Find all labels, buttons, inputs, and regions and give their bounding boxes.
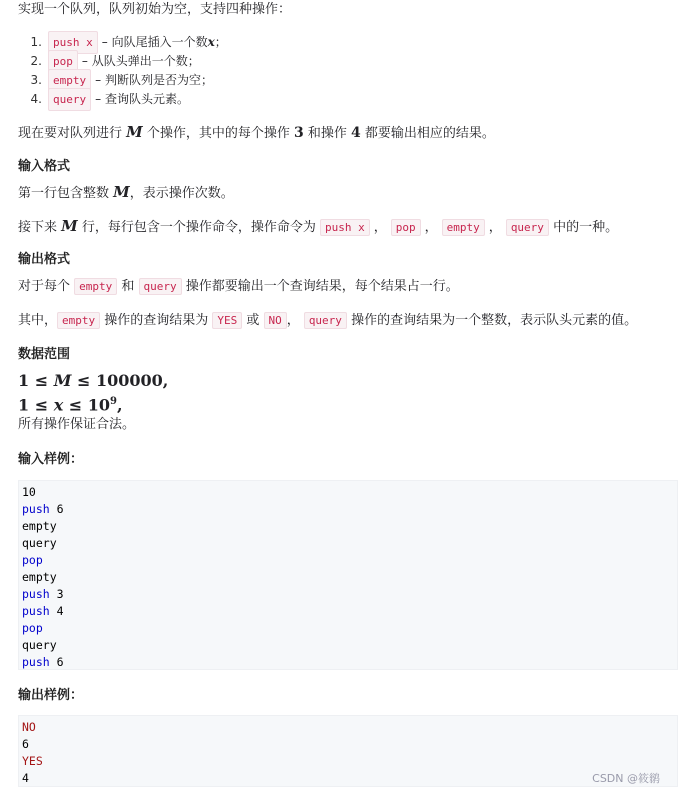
code-line: NO bbox=[22, 720, 36, 734]
math-text: 1 ≤ bbox=[18, 395, 54, 415]
code-line: YES bbox=[22, 754, 43, 768]
math-number: 3 bbox=[294, 125, 304, 141]
text: ， bbox=[488, 220, 502, 235]
heading-sample-input: 输入样例： bbox=[18, 452, 84, 467]
paragraph-operations bbox=[18, 122, 495, 144]
code-line: push 3 bbox=[22, 587, 64, 601]
inline-code: pop bbox=[48, 50, 78, 73]
code-line: query bbox=[22, 638, 57, 652]
inline-code: empty bbox=[48, 69, 91, 92]
inline-code: query bbox=[48, 88, 91, 111]
text: 对于每个 bbox=[18, 279, 75, 294]
text: ， bbox=[286, 313, 300, 328]
text: 其中， bbox=[18, 313, 58, 328]
item-number: 2. bbox=[30, 54, 42, 68]
text: 或 bbox=[242, 313, 264, 328]
math-number: 4 bbox=[351, 125, 361, 141]
input-format-line1 bbox=[18, 182, 234, 204]
output-format-line2 bbox=[18, 311, 637, 331]
text: ， bbox=[424, 220, 438, 235]
inline-code: pop bbox=[391, 219, 421, 236]
code-line: pop bbox=[22, 553, 43, 567]
item-number: 1. bbox=[30, 35, 42, 49]
math-text: 1 ≤ bbox=[18, 371, 54, 390]
math-text: ≤ 100000, bbox=[71, 371, 169, 390]
math-exponent: 9 bbox=[110, 396, 118, 407]
list-item bbox=[18, 90, 227, 109]
inline-code: query bbox=[304, 312, 347, 329]
item-desc: – 向队尾插入一个数 bbox=[101, 35, 208, 49]
sample-output-block bbox=[18, 715, 678, 787]
inline-code: NO bbox=[264, 312, 287, 329]
text: 都要输出相应的结果。 bbox=[360, 126, 495, 141]
text: 和操作 bbox=[303, 126, 352, 141]
inline-code: empty bbox=[57, 312, 100, 329]
watermark: CSDN @筱鹟 bbox=[592, 772, 660, 785]
inline-code: empty bbox=[442, 219, 485, 236]
inline-code: empty bbox=[74, 278, 117, 295]
sample-input-block bbox=[18, 480, 678, 670]
text: 行，每行包含一个操作命令，操作命令为 bbox=[77, 220, 321, 235]
item-desc: – 查询队头元素。 bbox=[95, 92, 189, 106]
code-line: empty bbox=[22, 570, 57, 584]
inline-code: YES bbox=[212, 312, 242, 329]
range-note: 所有操作保证合法。 bbox=[18, 417, 136, 432]
heading-data-range: 数据范围 bbox=[18, 347, 71, 362]
math-text: ≤ 10 bbox=[63, 395, 111, 415]
inline-code: query bbox=[139, 278, 182, 295]
math-var: x bbox=[207, 35, 215, 49]
math-var: M bbox=[113, 183, 130, 201]
output-format-line1 bbox=[18, 277, 459, 297]
input-format-line2 bbox=[18, 216, 618, 238]
code-line: push 6 bbox=[22, 502, 64, 516]
code-line: empty bbox=[22, 519, 57, 533]
code-line: 4 bbox=[22, 771, 29, 785]
inline-code: query bbox=[506, 219, 549, 236]
code-line: 10 bbox=[22, 485, 36, 499]
text: 和 bbox=[117, 279, 139, 294]
text: 个操作，其中的每个操作 bbox=[142, 126, 295, 141]
code-line: push 6 bbox=[22, 655, 64, 669]
heading-output-format: 输出格式 bbox=[18, 252, 71, 267]
text: 操作都要输出一个查询结果，每个结果占一行。 bbox=[181, 279, 459, 294]
code-line: push 4 bbox=[22, 604, 64, 618]
heading-sample-output: 输出样例： bbox=[18, 688, 84, 703]
math-text: , bbox=[117, 395, 123, 415]
text: 第一行包含整数 bbox=[18, 186, 114, 201]
code-line: 6 bbox=[22, 737, 29, 751]
item-number: 4. bbox=[30, 92, 42, 106]
item-number: 3. bbox=[30, 73, 42, 87]
inline-code: push x bbox=[48, 31, 98, 54]
item-desc-tail: ； bbox=[214, 35, 227, 49]
math-var: M bbox=[53, 371, 72, 390]
code-line: pop bbox=[22, 621, 43, 635]
text: ， bbox=[373, 220, 387, 235]
inline-code: push x bbox=[320, 219, 370, 236]
math-var: M bbox=[126, 123, 143, 141]
text: 接下来 bbox=[18, 220, 62, 235]
text: 中的一种。 bbox=[548, 220, 619, 235]
text: ，表示操作次数。 bbox=[129, 186, 234, 201]
item-desc: – 判断队列是否为空； bbox=[95, 73, 213, 87]
text: 操作的查询结果为一个整数，表示队头元素的值。 bbox=[346, 313, 638, 328]
text: 现在要对队列进行 bbox=[18, 126, 127, 141]
code-line: query bbox=[22, 536, 57, 550]
range-m bbox=[18, 371, 168, 391]
range-x bbox=[18, 392, 123, 415]
math-var: x bbox=[53, 395, 64, 415]
text: 操作的查询结果为 bbox=[100, 313, 213, 328]
math-var: M bbox=[61, 217, 78, 235]
operation-list bbox=[18, 33, 227, 109]
item-desc: – 从队头弹出一个数； bbox=[81, 54, 200, 68]
intro-text: 实现一个队列，队列初始为空，支持四种操作： bbox=[18, 2, 292, 17]
heading-input-format: 输入格式 bbox=[18, 159, 71, 174]
